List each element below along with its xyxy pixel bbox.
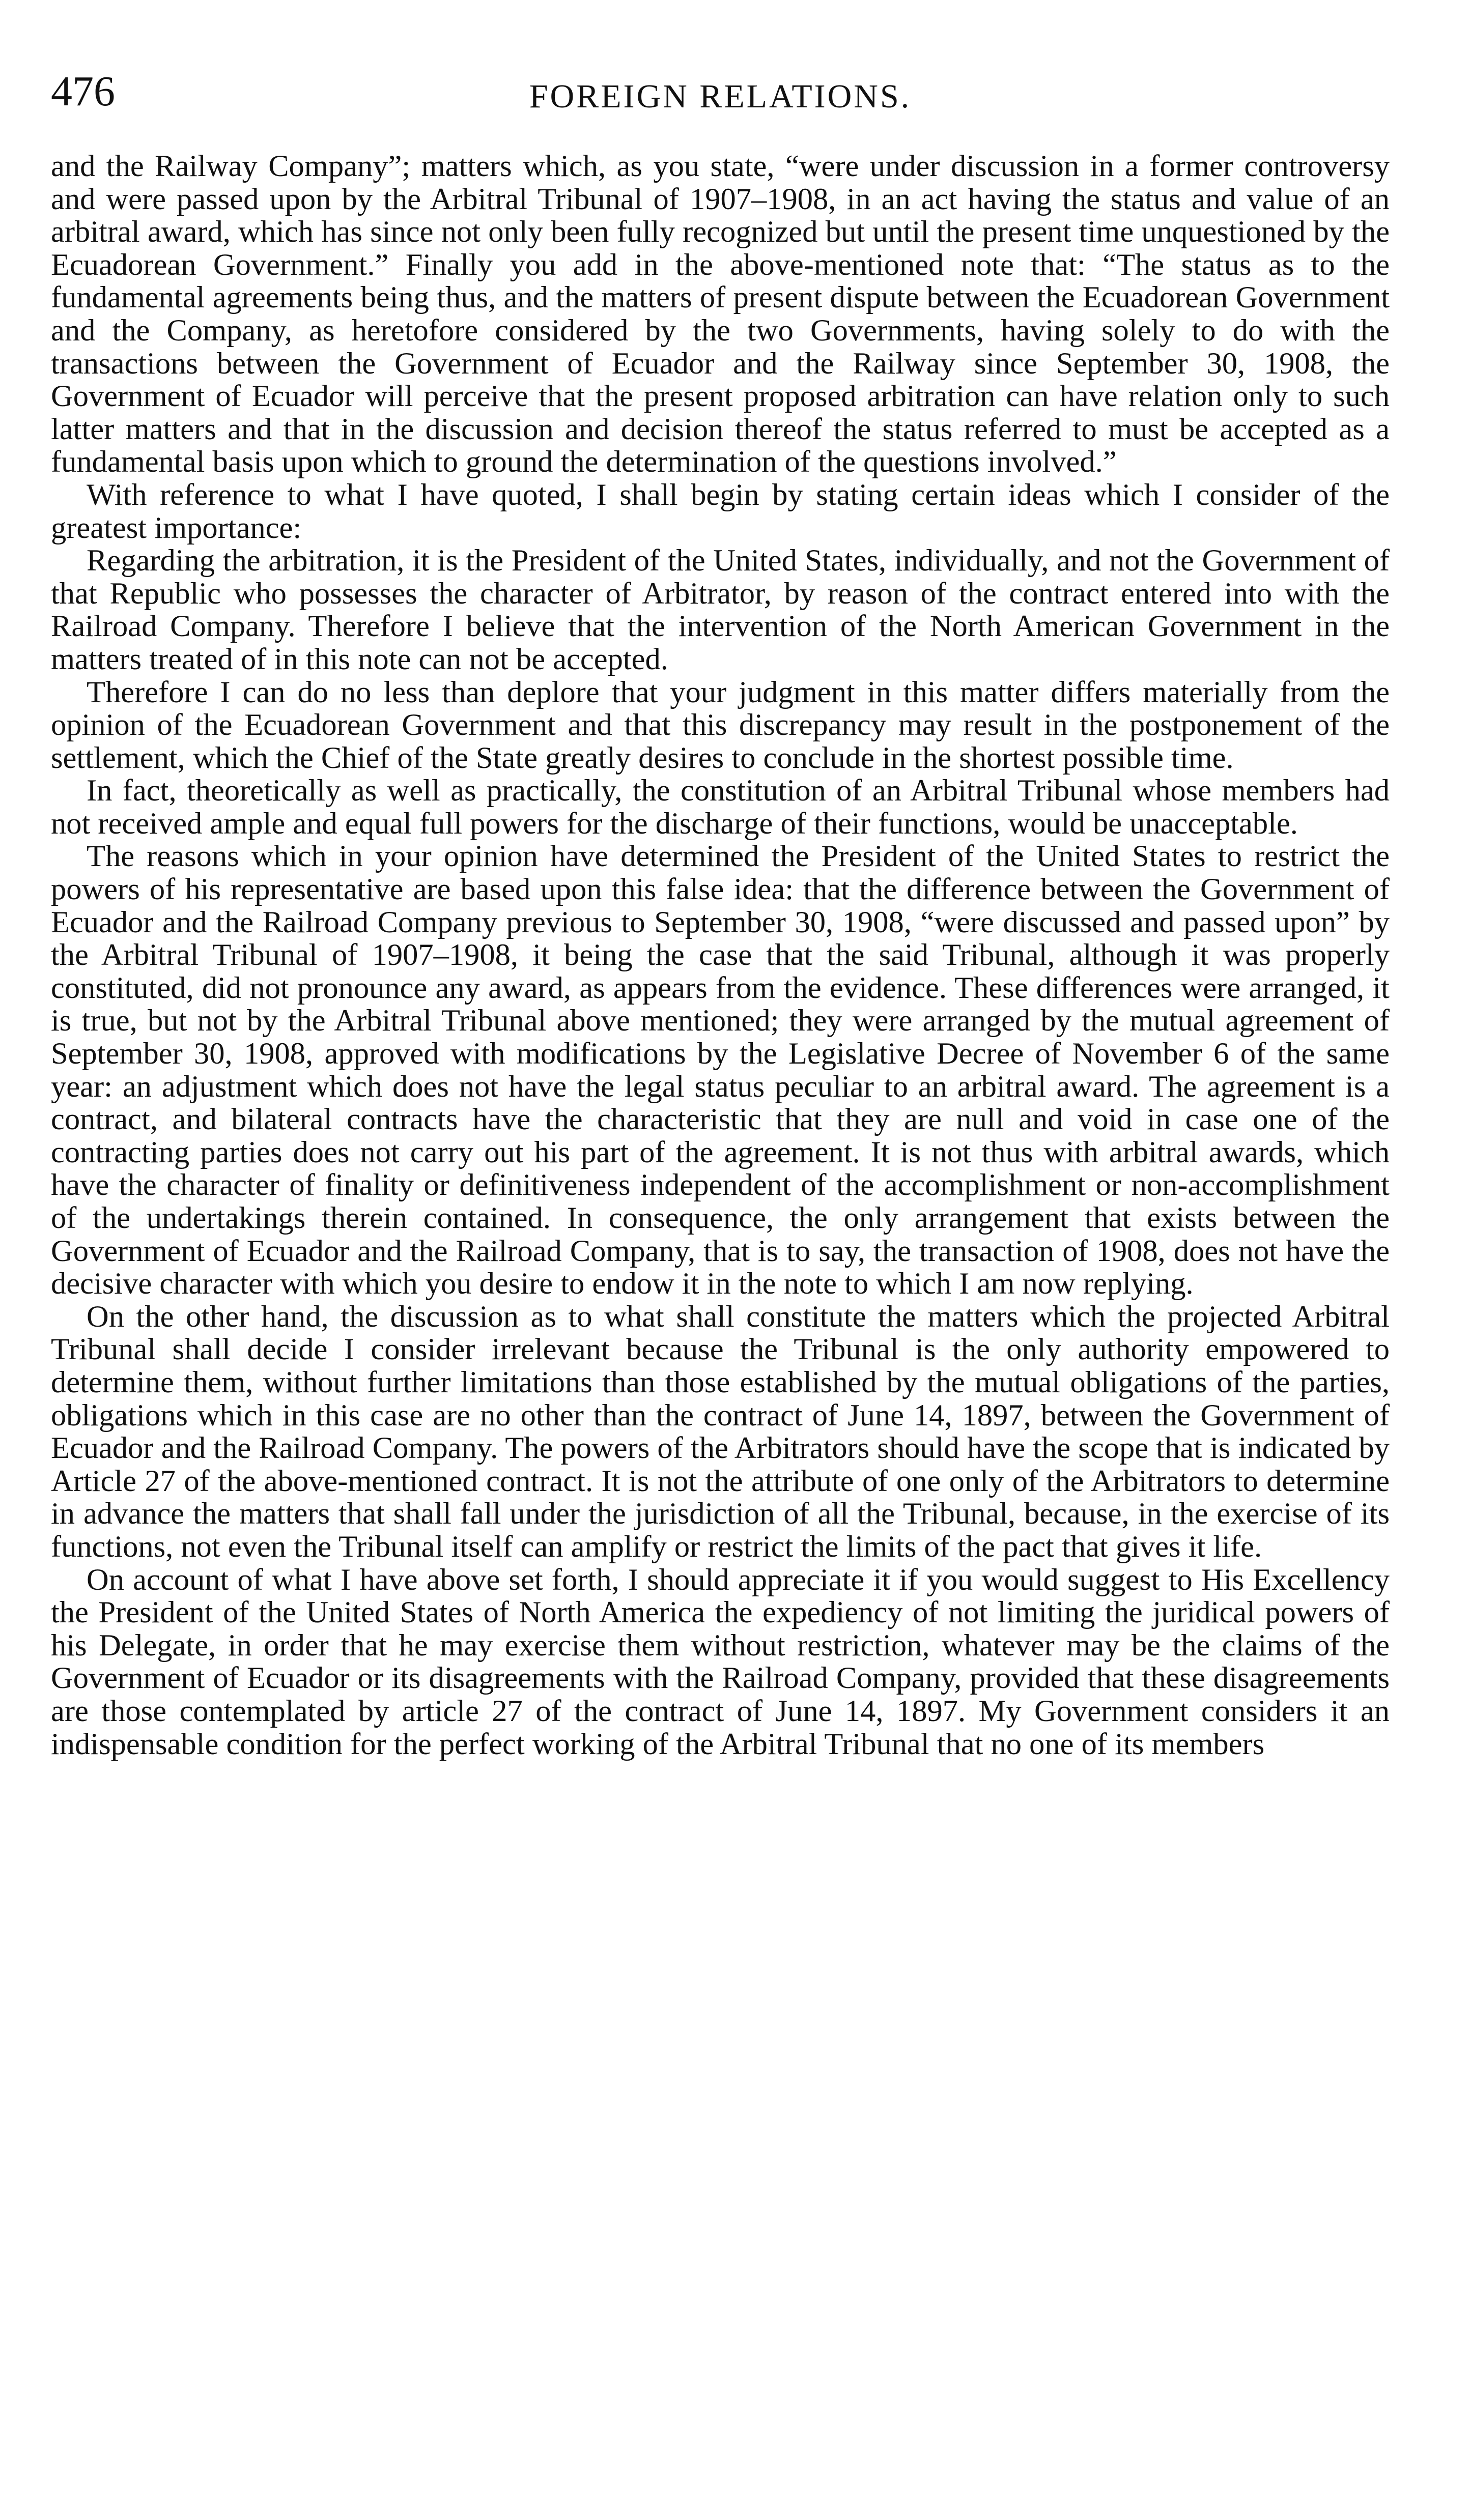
paragraph: Therefore I can do no less than deplore that your judgment in this matter differs materially from the opinion of the Ecuadorean Government and that this discrepancy may result in the postponement of the settlement, which the Chief of the State greatly desires to conclude in the shortest possible time.: [51, 675, 1390, 775]
body-text: [51, 150, 1390, 1761]
paragraph: Regarding the arbitration, it is the President of the United States, individually, and not the Government of that Republic who possesses the character of Arbitrator, by reason of the contract entered into with the Railroad Company. Therefore I believe that the intervention of the North American Government in the matters treated of in this note can not be accepted.: [51, 543, 1390, 676]
document-page: [51, 66, 1390, 1761]
page-header: [51, 66, 1390, 122]
paragraph: In fact, theoretically as well as practically, the constitution of an Arbitral Tribunal whose members had not received ample and equal full powers for the discharge of their functions, would be unacceptable.: [51, 774, 1390, 841]
paragraph: With reference to what I have quoted, I shall begin by stating certain ideas which I consider of the greatest importance:: [51, 477, 1390, 545]
paragraph: On account of what I have above set forth, I should appreciate it if you would suggest to His Excellency the President of the United States of North America the expediency of not limiting the juridical powers of his Delegate, in order that he may exercise them without restriction, whatever may be the claims of the Government of Ecuador or its disagreements with the Railroad Company, provided that these disagreements are those contemplated by article 27 of the contract of June 14, 1897. My Government considers it an indispensable condition for the perfect working of the Arbitral Tribunal that no one of its members: [51, 1562, 1390, 1761]
paragraph: The reasons which in your opinion have determined the President of the United States to restrict the powers of his representative are based upon this false idea: that the difference between the Government of Ecuador and the Railroad Company previous to September 30, 1908, “were discussed and passed upon” by the Arbitral Tribunal of 1907–1908, it being the case that the said Tribunal, although it was properly constituted, did not pronounce any award, as appears from the evidence. These differences were arranged, it is true, but not by the Arbitral Tribunal above mentioned; they were arranged by the mutual agreement of September 30, 1908, approved with modifications by the Legislative Decree of November 6 of the same year: an adjustment which does not have the legal status peculiar to an arbitral award. The agreement is a contract, and bilateral contracts have the characteristic that they are null and void in case one of the contracting parties does not carry out his part of the agreement. It is not thus with arbitral awards, which have the character of finality or definitiveness independent of the accomplishment or non-accomplishment of the undertakings therein contained. In consequence, the only arrangement that exists between the Government of Ecuador and the Railroad Company, that is to say, the transaction of 1908, does not have the decisive character with which you desire to endow it in the note to which I am now replying.: [51, 839, 1390, 1301]
paragraph: On the other hand, the discussion as to what shall constitute the matters which the projected Arbitral Tribunal shall decide I consider irrelevant because the Tribunal is the only authority empowered to determine them, without further limitations than those established by the mutual obligations of the parties, obligations which in this case are no other than the contract of June 14, 1897, between the Government of Ecuador and the Railroad Company. The powers of the Arbitrators should have the scope that is indicated by Article 27 of the above-mentioned contract. It is not the attribute of one only of the Arbitrators to determine in advance the matters that shall fall under the jurisdiction of all the Tribunal, because, in the exercise of its functions, not even the Tribunal itself can amplify or restrict the limits of the pact that gives it life.: [51, 1299, 1390, 1564]
paragraph-continued: and the Railway Company”; matters which, as you state, “were under discussion in a former controversy and were passed upon by the Arbitral Tribunal of 1907–1908, in an act having the status and value of an arbitral award, which has since not only been fully recognized but until the present time unquestioned by the Ecuadorean Government.” Finally you add in the above-mentioned note that: “The status as to the fundamental agreements being thus, and the matters of present dispute between the Ecuadorean Government and the Company, as heretofore considered by the two Governments, having solely to do with the transactions between the Government of Ecuador and the Railway since September 30, 1908, the Government of Ecuador will perceive that the present proposed arbitration can have relation only to such latter matters and that in the discussion and decision thereof the status referred to must be accepted as a fundamental basis upon which to ground the determination of the questions involved.”: [51, 149, 1390, 479]
page-number: 476: [51, 68, 115, 115]
running-title: FOREIGN RELATIONS.: [529, 78, 912, 115]
